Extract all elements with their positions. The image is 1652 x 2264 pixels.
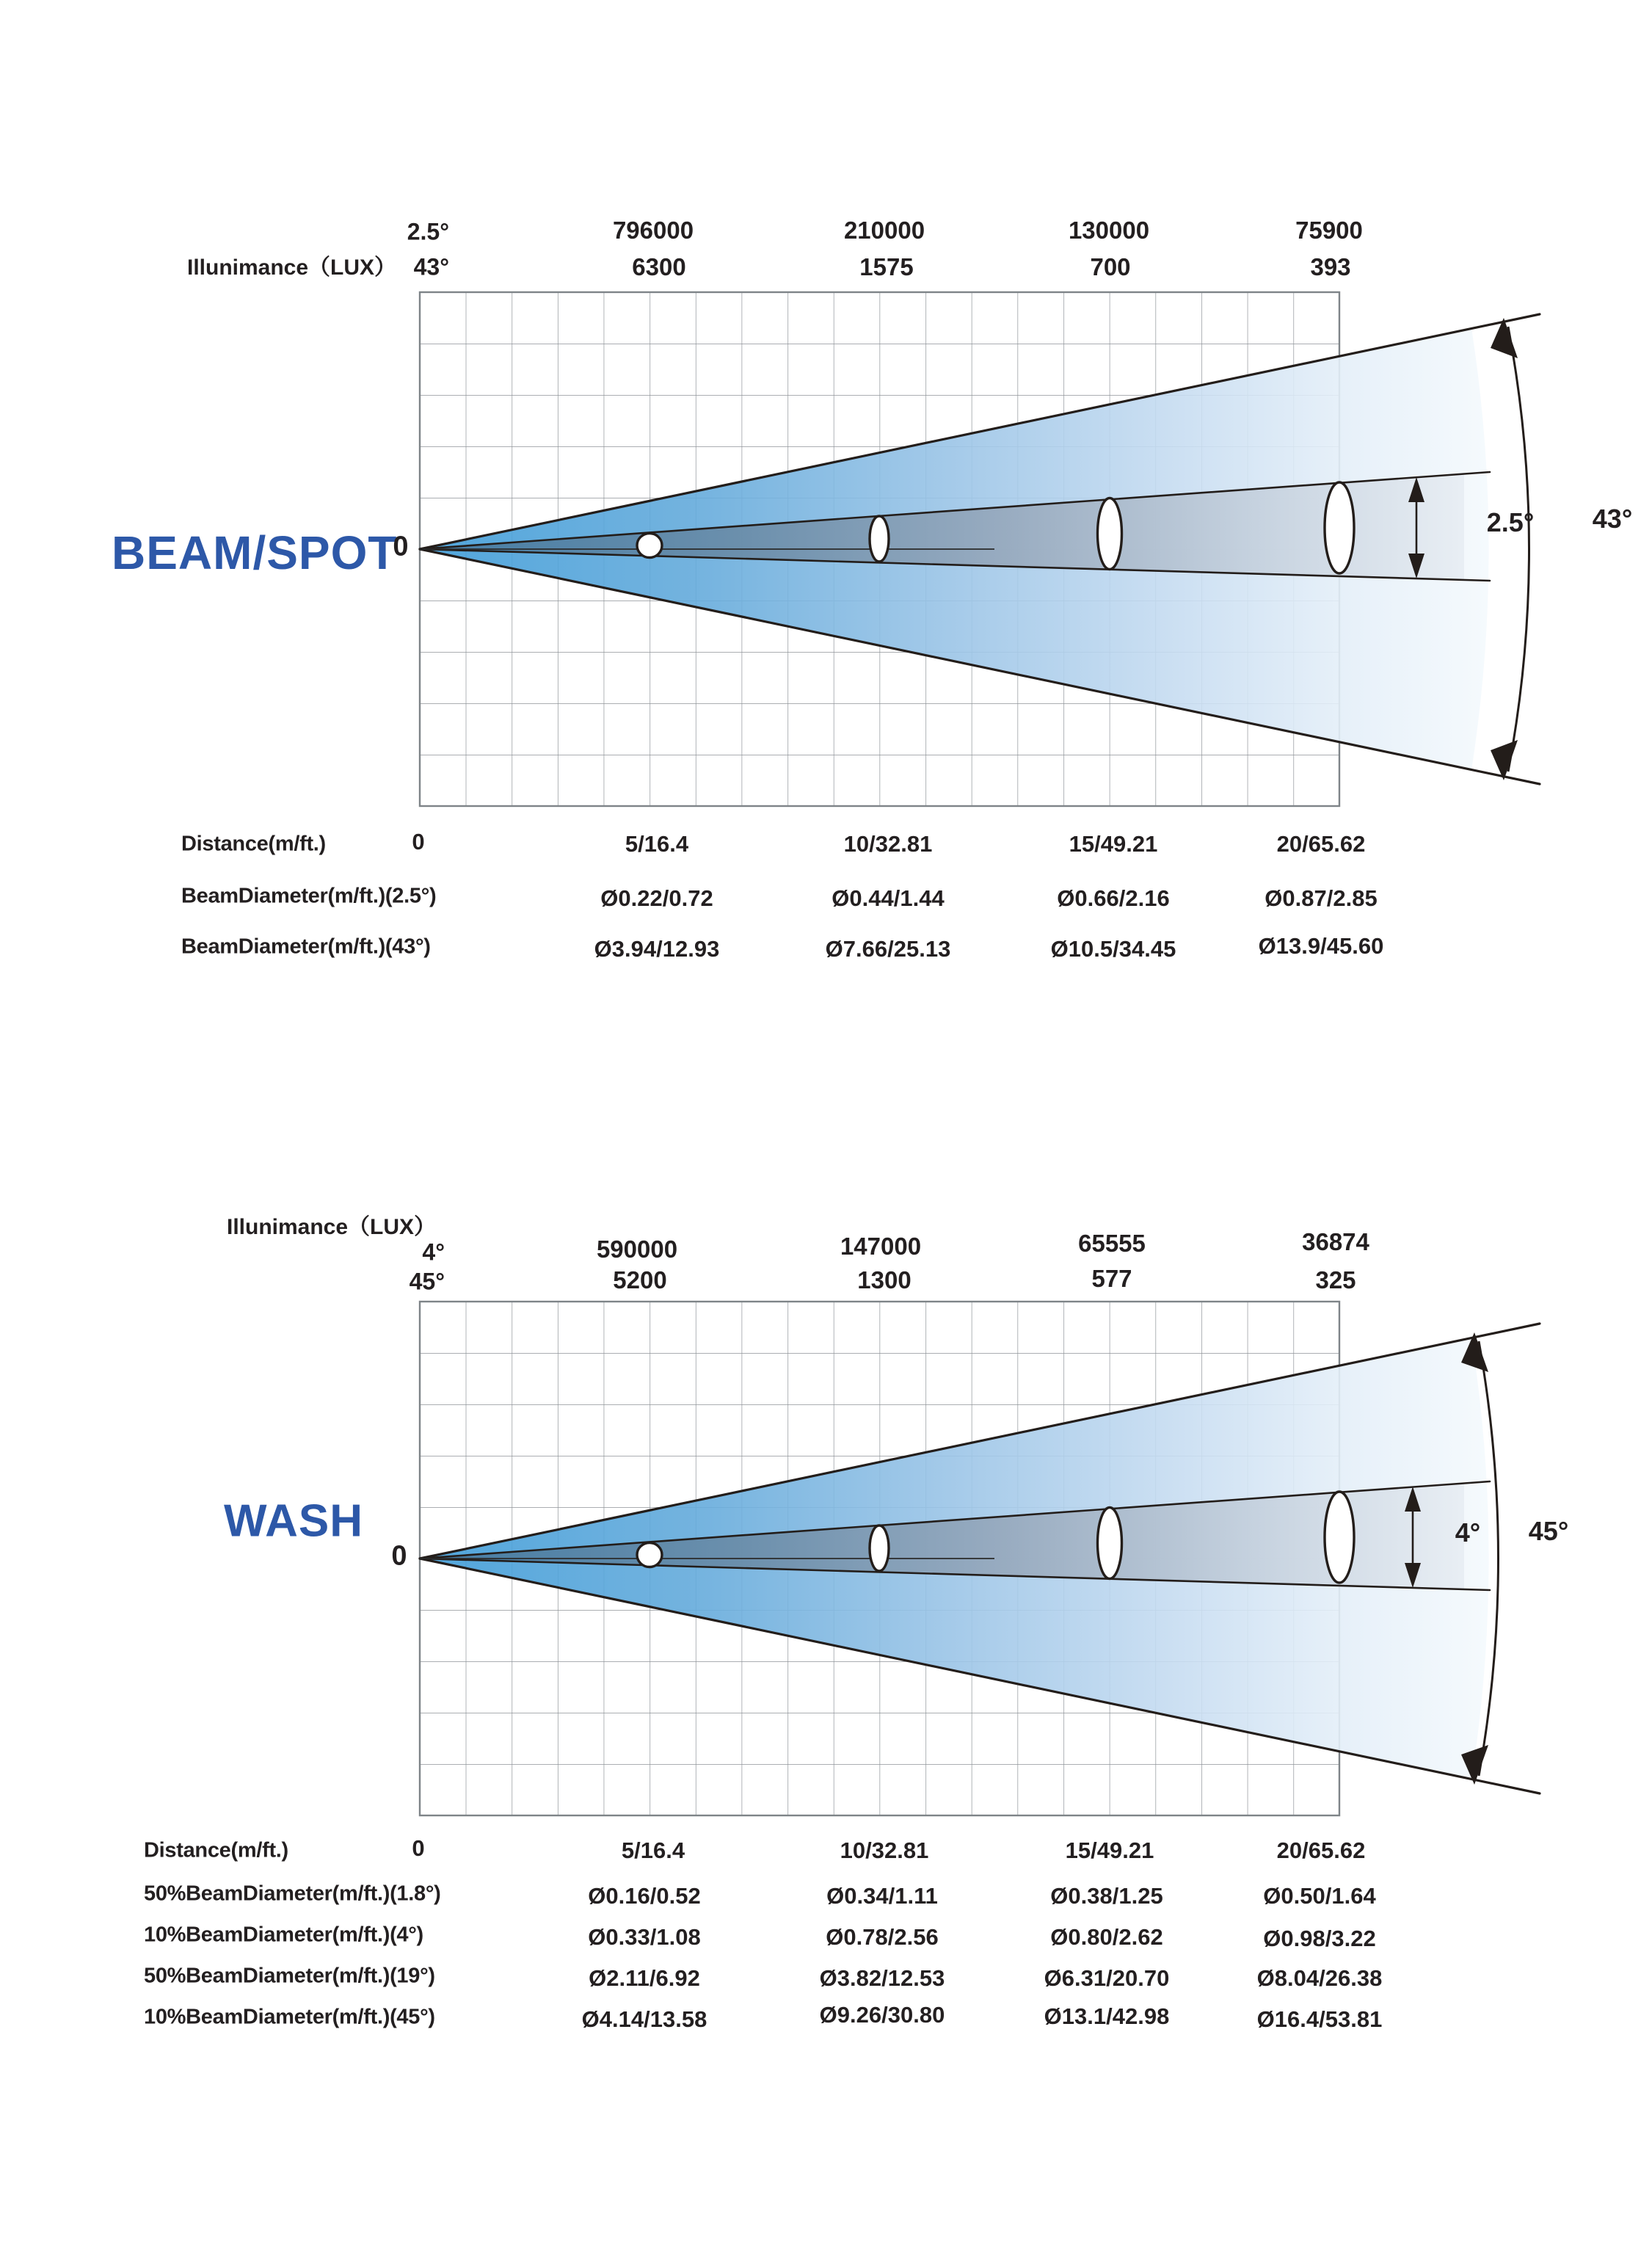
wash-lux-narrow-value: 147000 bbox=[840, 1233, 922, 1260]
wash-lux-narrow-value: 590000 bbox=[596, 1236, 678, 1263]
spot-lux-wide-value: 393 bbox=[1310, 253, 1351, 280]
spot-lux-narrow-value: 210000 bbox=[843, 217, 925, 244]
spot-beam-section-15m bbox=[1098, 498, 1122, 570]
wash-table-cell: Ø0.38/1.25 bbox=[1050, 1883, 1163, 1909]
wash-table-row-label: 10%BeamDiameter(m/ft.)(4°) bbox=[144, 1923, 423, 1947]
wash-lux-narrow-value: 36874 bbox=[1302, 1228, 1369, 1255]
spot-table-cell: Ø3.94/12.93 bbox=[594, 936, 720, 962]
spot-beam-section-10m bbox=[870, 516, 889, 562]
spot-origin-label: 0 bbox=[393, 531, 409, 562]
spot-table-cell: Ø0.87/2.85 bbox=[1265, 885, 1378, 911]
spot-beam-diagram bbox=[420, 292, 1540, 806]
spot-table-cell: Ø10.5/34.45 bbox=[1050, 936, 1176, 962]
spot-wide-angle-label: 43° bbox=[413, 253, 449, 280]
wash-table-cell: Ø0.80/2.62 bbox=[1050, 1924, 1163, 1950]
wash-lux-wide-value: 325 bbox=[1315, 1266, 1356, 1294]
wash-distance-value: 15/49.21 bbox=[1065, 1837, 1154, 1863]
wash-title: WASH bbox=[224, 1495, 363, 1547]
wash-table-cell: Ø4.14/13.58 bbox=[581, 2006, 707, 2032]
wash-beam-section-5m bbox=[637, 1543, 662, 1567]
wash-table-cell: Ø0.33/1.08 bbox=[588, 1924, 701, 1950]
spot-distance-value: 5/16.4 bbox=[625, 831, 689, 857]
wash-lux-label: Illunimance（LUX） bbox=[227, 1215, 437, 1239]
wash-beam-section-20m bbox=[1325, 1492, 1354, 1583]
wash-narrow-angle-label: 4° bbox=[422, 1238, 445, 1266]
spot-table-row-label: BeamDiameter(m/ft.)(43°) bbox=[181, 935, 431, 959]
spot-table-cell: Ø7.66/25.13 bbox=[825, 936, 951, 962]
spot-wide-angle-arc-icon bbox=[1491, 318, 1529, 780]
wash-table-cell: Ø3.82/12.53 bbox=[819, 1965, 945, 1991]
wash-table-cell: Ø9.26/30.80 bbox=[819, 2002, 945, 2028]
spot-lux-label: Illunimance（LUX） bbox=[187, 255, 397, 280]
wash-dim-wide-label: 45° bbox=[1528, 1516, 1569, 1546]
spot-distance-value: 20/65.62 bbox=[1276, 831, 1366, 857]
wash-lux-wide-value: 1300 bbox=[857, 1266, 911, 1294]
wash-table-cell: Ø2.11/6.92 bbox=[589, 1965, 700, 1991]
wash-distance-value: 20/65.62 bbox=[1276, 1837, 1366, 1863]
spot-table-cell: Ø0.44/1.44 bbox=[832, 885, 945, 911]
spot-distance-value: 15/49.21 bbox=[1069, 831, 1158, 857]
wash-table-cell: Ø0.16/0.52 bbox=[588, 1883, 701, 1909]
spot-lux-narrow-value: 796000 bbox=[612, 217, 694, 244]
spot-distance-row-label: Distance(m/ft.) bbox=[181, 832, 326, 856]
wash-wide-angle-label: 45° bbox=[409, 1268, 445, 1295]
wash-distance-value: 5/16.4 bbox=[621, 1837, 685, 1863]
spot-lux-wide-value: 1575 bbox=[859, 253, 914, 280]
wash-table-cell: Ø0.50/1.64 bbox=[1263, 1883, 1376, 1909]
wash-dim-narrow-label: 4° bbox=[1455, 1517, 1481, 1548]
wash-table-cell: Ø6.31/20.70 bbox=[1044, 1965, 1170, 1991]
spot-table-row-label: BeamDiameter(m/ft.)(2.5°) bbox=[181, 884, 437, 908]
spot-beam-section-20m bbox=[1325, 482, 1354, 573]
spot-lux-wide-value: 700 bbox=[1090, 253, 1131, 280]
wash-origin-label: 0 bbox=[391, 1540, 407, 1572]
wash-table-cell: Ø0.34/1.11 bbox=[826, 1883, 938, 1909]
spot-table-cell: Ø13.9/45.60 bbox=[1258, 933, 1384, 959]
wash-beam-diagram bbox=[420, 1302, 1540, 1815]
wash-table-cell: Ø0.98/3.22 bbox=[1263, 1926, 1376, 1951]
wash-lux-narrow-value: 65555 bbox=[1078, 1230, 1146, 1257]
wash-beam-section-15m bbox=[1098, 1508, 1122, 1579]
wash-distance-value: 0 bbox=[412, 1835, 425, 1861]
spot-title: BEAM/SPOT bbox=[112, 526, 398, 579]
spot-lux-wide-value: 6300 bbox=[632, 253, 686, 280]
spot-beam-section-5m bbox=[637, 534, 662, 558]
spot-dim-wide-label: 43° bbox=[1592, 504, 1633, 534]
wash-table-row-label: 50%BeamDiameter(m/ft.)(19°) bbox=[144, 1964, 435, 1988]
wash-table-cell: Ø13.1/42.98 bbox=[1044, 2003, 1170, 2029]
spot-narrow-angle-label: 2.5° bbox=[407, 218, 449, 245]
spot-table-cell: Ø0.66/2.16 bbox=[1057, 885, 1170, 911]
wash-beam-section-10m bbox=[870, 1525, 889, 1571]
wash-distance-value: 10/32.81 bbox=[840, 1837, 929, 1863]
spot-distance-value: 0 bbox=[412, 829, 425, 855]
spot-dim-narrow-label: 2.5° bbox=[1486, 507, 1535, 537]
wash-lux-wide-value: 577 bbox=[1091, 1265, 1132, 1292]
spot-lux-narrow-value: 75900 bbox=[1295, 217, 1363, 244]
spot-table-cell: Ø0.22/0.72 bbox=[600, 885, 713, 911]
wash-table-cell: Ø8.04/26.38 bbox=[1256, 1965, 1383, 1991]
wash-distance-row-label: Distance(m/ft.) bbox=[144, 1838, 288, 1862]
wash-table-cell: Ø16.4/53.81 bbox=[1256, 2006, 1383, 2032]
wash-table-cell: Ø0.78/2.56 bbox=[826, 1924, 939, 1950]
wash-table-row-label: 10%BeamDiameter(m/ft.)(45°) bbox=[144, 2005, 435, 2029]
spot-distance-value: 10/32.81 bbox=[843, 831, 933, 857]
wash-lux-wide-value: 5200 bbox=[613, 1266, 667, 1294]
wash-table-row-label: 50%BeamDiameter(m/ft.)(1.8°) bbox=[144, 1882, 441, 1906]
spot-lux-narrow-value: 130000 bbox=[1068, 217, 1150, 244]
